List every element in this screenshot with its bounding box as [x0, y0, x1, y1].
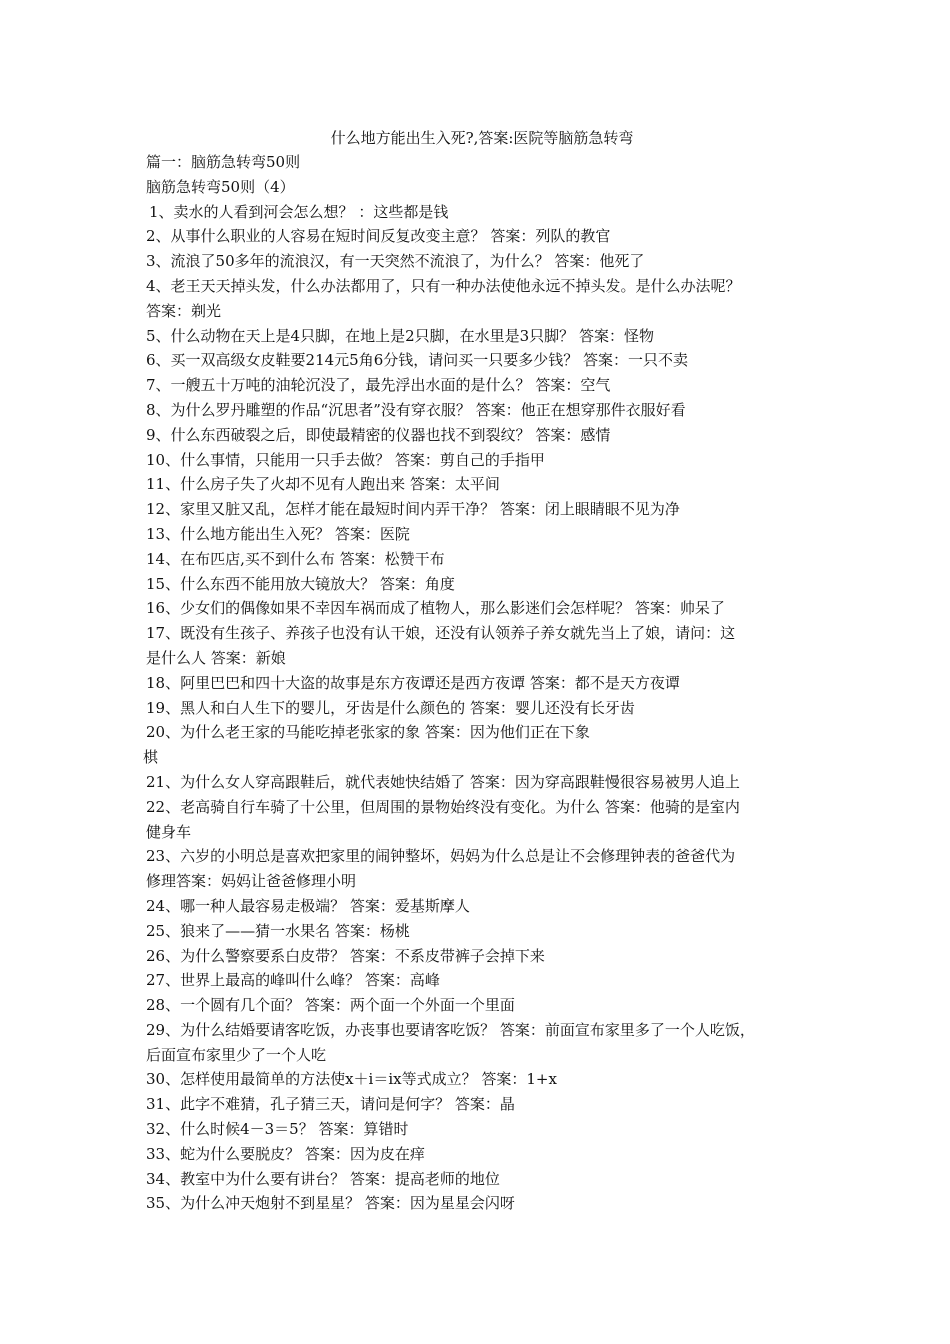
riddle-line-28: 28、一个圆有几个面？ 答案：两个面一个外面一个里面 — [146, 996, 515, 1015]
riddle-line-15: 15、什么东西不能用放大镜放大？ 答案：角度 — [146, 574, 455, 593]
riddle-line-20: 20、为什么老王家的马能吃掉老张家的象 答案：因为他们正在下象 — [146, 723, 590, 742]
heading-section: 篇一：脑筋急转弯50则 — [146, 153, 301, 171]
riddle-line-2: 2、从事什么职业的人容易在短时间反复改变主意？ 答案：列队的教官 — [146, 227, 611, 246]
riddle-line-6: 6、买一双高级女皮鞋要214元5角6分钱，请问买一只要多少钱？ 答案：一只不卖 — [146, 351, 689, 370]
riddle-line-18: 18、阿里巴巴和四十大盗的故事是东方夜谭还是西方夜谭 答案：都不是天方夜谭 — [146, 673, 680, 692]
riddle-line-9: 9、什么东西破裂之后，即使最精密的仪器也找不到裂纹？ 答案：感情 — [146, 425, 611, 444]
riddle-line-4: 4、老王天天掉头发，什么办法都用了，只有一种办法使他永远不掉头发。是什么办法呢？ — [146, 276, 741, 295]
riddle-list — [143, 200, 826, 1217]
riddle-line-29-cont: 后面宣布家里少了一个人吃 — [146, 1045, 327, 1064]
document-page — [143, 126, 826, 1216]
riddle-line-16: 16、少女们的偶像如果不幸因车祸而成了植物人，那么影迷们会怎样呢？ 答案：帅呆了 — [146, 599, 725, 618]
riddle-line-23: 23、六岁的小明总是喜欢把家里的闹钟整坏，妈妈为什么总是让不会修理钟表的爸爸代为 — [146, 847, 736, 866]
riddle-line-29: 29、为什么结婚要请客吃饭，办丧事也要请客吃饭？ 答案：前面宣布家里多了一个人吃饭， — [146, 1020, 755, 1039]
riddle-line-26: 26、为什么警察要系白皮带？ 答案：不系皮带裤子会掉下来 — [146, 946, 545, 965]
riddle-line-20-cont: 棋 — [143, 748, 159, 767]
riddle-line-34: 34、教室中为什么要有讲台？ 答案：提高老师的地位 — [146, 1169, 500, 1188]
riddle-line-33: 33、蛇为什么要脱皮？ 答案：因为皮在痒 — [146, 1144, 425, 1163]
riddle-line-17-cont: 是什么人 答案：新娘 — [146, 648, 286, 667]
riddle-line-23-cont: 修理答案：妈妈让爸爸修理小明 — [146, 872, 357, 891]
riddle-line-3: 3、流浪了50多年的流浪汉，有一天突然不流浪了，为什么？ 答案：他死了 — [146, 252, 645, 271]
riddle-line-35: 35、为什么冲天炮射不到星星？ 答案：因为星星会闪呀 — [146, 1194, 515, 1213]
riddle-line-8: 8、为什么罗丹雕塑的作品“沉思者”没有穿衣服？ 答案：他正在想穿那件衣服好看 — [146, 400, 686, 419]
riddle-line-11: 11、什么房子失了火却不见有人跑出来 答案：太平间 — [146, 475, 500, 494]
riddle-line-30: 30、怎样使用最简单的方法使x＋i＝ix等式成立？ 答案：1+x — [146, 1070, 557, 1089]
riddle-line-10: 10、什么事情，只能用一只手去做？ 答案：剪自己的手指甲 — [146, 450, 545, 469]
riddle-line-14: 14、在布匹店,买不到什么布 答案：松赞干布 — [146, 549, 445, 568]
heading-subsection: 脑筋急转弯50则（4） — [146, 177, 295, 196]
riddle-line-7: 7、一艘五十万吨的油轮沉没了，最先浮出水面的是什么？ 答案：空气 — [146, 376, 611, 395]
riddle-line-4-cont: 答案：剃光 — [146, 301, 222, 320]
riddle-line-22-cont: 健身车 — [146, 822, 192, 841]
riddle-line-27: 27、世界上最高的峰叫什么峰？ 答案：高峰 — [146, 971, 440, 990]
riddle-line-31: 31、此字不难猜，孔子猜三天，请问是何字？ 答案：晶 — [146, 1095, 515, 1114]
riddle-line-19: 19、黑人和白人生下的婴儿，牙齿是什么颜色的 答案：婴儿还没有长牙齿 — [146, 698, 635, 717]
riddle-line-32: 32、什么时候4－3＝5？ 答案：算错时 — [146, 1120, 409, 1139]
riddle-line-17: 17、既没有生孩子、养孩子也没有认干娘，还没有认领养子养女就先当上了娘，请问：这 — [146, 624, 736, 643]
riddle-line-24: 24、哪一种人最容易走极端？ 答案：爱基斯摩人 — [146, 896, 470, 915]
riddle-line-21: 21、为什么女人穿高跟鞋后，就代表她快结婚了 答案：因为穿高跟鞋慢很容易被男人追上 — [146, 772, 740, 791]
document-title: 什么地方能出生入死?,答案:医院等脑筋急转弯 — [330, 129, 634, 147]
riddle-line-13: 13、什么地方能出生入死？ 答案：医院 — [146, 524, 410, 543]
riddle-line-1: 1、卖水的人看到河会怎么想？ ：这些都是钱 — [149, 202, 449, 221]
riddle-line-22: 22、老高骑自行车骑了十公里，但周围的景物始终没有变化。为什么 答案：他骑的是室内 — [146, 797, 740, 816]
riddle-line-12: 12、家里又脏又乱，怎样才能在最短时间内弄干净？ 答案：闭上眼睛眼不见为净 — [146, 500, 680, 519]
riddle-line-25: 25、狼来了——猜一水果名 答案：杨桃 — [146, 921, 410, 940]
riddle-line-5: 5、什么动物在天上是4只脚，在地上是2只脚，在水里是3只脚？ 答案：怪物 — [146, 326, 654, 345]
